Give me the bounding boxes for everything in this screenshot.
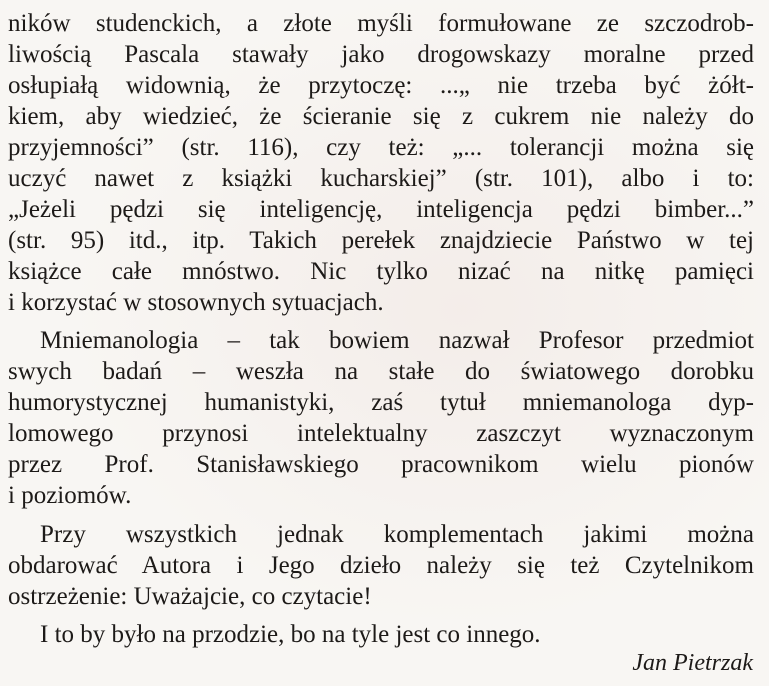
text-line: książce całe mnóstwo. Nic tylko nizać na nitkę pamięci [8, 258, 754, 285]
text-line: liwością Pascala stawały jako drogowskazy moralne przed [8, 41, 754, 68]
text-line: i poziomów. [8, 482, 132, 509]
author-signature: Jan Pietrzak [632, 650, 753, 676]
text-line: kiem, aby wiedzieć, że ścieranie się z cukrem nie należy do [8, 103, 754, 130]
text-line: osłupiałą widownią, że przytoczę: ...„ nie trzeba być żółt- [8, 72, 754, 99]
text-line: uczyć nawet z książki kucharskiej” (str. 101), albo i to: [8, 165, 754, 192]
text-line: ników studenckich, a złote myśli formułowane ze szczodrob- [8, 10, 754, 37]
text-line: ostrzeżenie: Uważajcie, co czytacie! [8, 583, 372, 610]
text-line: „Jeżeli pędzi się inteligencję, inteligencja pędzi bimber...” [8, 196, 754, 223]
text-line: lomowego przynosi intelektualny zaszczyt wyznaczonym [8, 420, 754, 447]
text-line: swych badań – weszła na stałe do światowego dorobku [8, 358, 754, 385]
text-line: obdarować Autora i Jego dzieło należy się też Czytelnikom [8, 552, 754, 579]
text-line: (str. 95) itd., itp. Takich perełek znajdziecie Państwo w tej [8, 227, 754, 254]
text-line: I to by było na przodzie, bo na tyle jest co innego. [40, 621, 541, 648]
text-line: i korzystać w stosownych sytuacjach. [8, 289, 384, 316]
text-line: humorystycznej humanistyki, zaś tytuł mniemanologa dyp- [8, 389, 754, 416]
text-line: Mniemanologia – tak bowiem nazwał Profesor przedmiot [40, 327, 754, 354]
text-line: przyjemności” (str. 116), czy też: „... tolerancji można się [8, 134, 754, 161]
text-line: Przy wszystkich jednak komplementach jakimi można [40, 521, 754, 548]
text-line: przez Prof. Stanisławskiego pracownikom wielu pionów [8, 451, 754, 478]
